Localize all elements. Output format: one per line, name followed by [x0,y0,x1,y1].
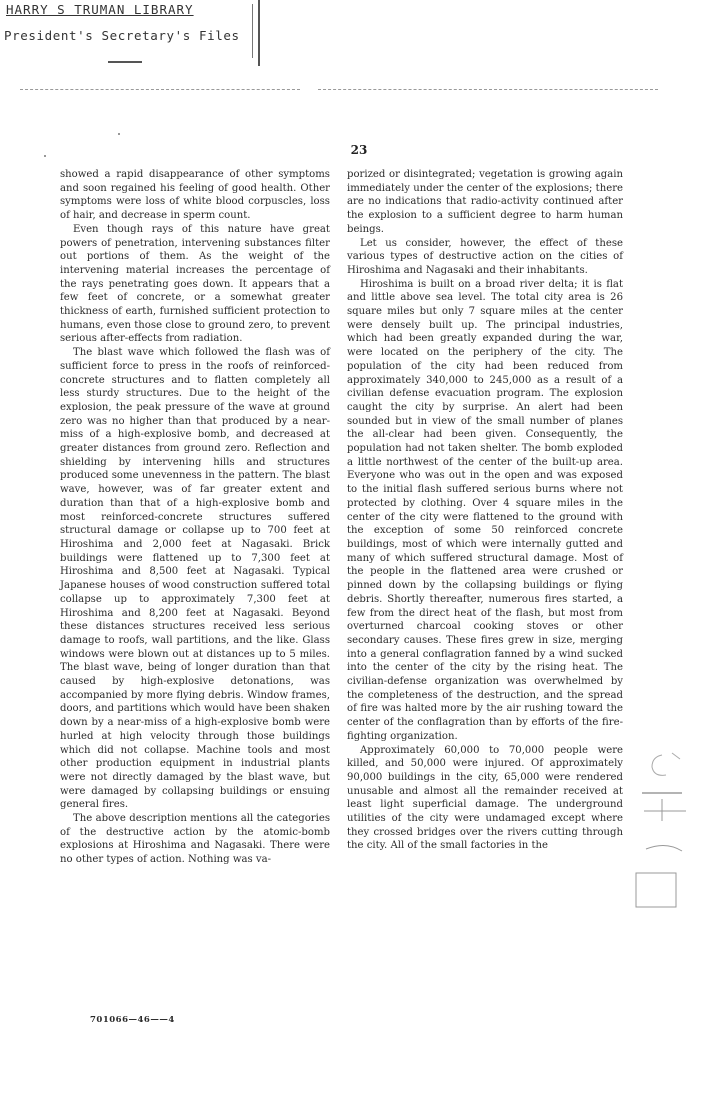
paragraph: porized or disintegrated; vegetation is growing again immediately under the center of the explosions; there are no indications that radio-activity continued after the explosion to a sufficient degree to harm human beings. [347,169,623,235]
scan-speck [118,133,120,135]
right-column [347,168,623,853]
paragraph: showed a rapid disappearance of other symptoms and soon regained his feeling of good health. Other symptoms were loss of white blood corpuscles, loss of hair, and decrease in sperm count. [60,169,330,222]
stamp-files-label: President's Secretary's Files [4,28,240,43]
stamp-border-line [252,4,253,58]
archive-stamp [4,2,258,43]
paragraph: Even though rays of this nature have great powers of penetration, intervening substances filter out portions of them. As the weight of the intervening material increases the percentage of the rays penetrating goes down. It appears that a few feet of concrete, or a somewhat greater thickness of earth, furnished sufficient protection to humans, even those close to ground zero, to prevent serious after-effects from radiation. [60,223,330,345]
scan-rule-left [20,89,300,90]
print-code: 701066—46——4 [90,1015,175,1025]
paragraph: Let us consider, however, the effect of these various types of destructive action on the cities of Hiroshima and Nagasaki and their inhabitants. [347,237,623,276]
paragraph: Approximately 60,000 to 70,000 people were killed, and 50,000 were injured. Of approximately 90,000 buildings in the city, 65,000 were rendered unusable and almost all the remainder received at least light superficial damage. The underground utilities of the city were undamaged except where they crossed bridges over the rivers cutting through the city. All of the small factories in the [347,744,623,852]
scan-rule-right [318,89,658,90]
paragraph: The blast wave which followed the flash was of sufficient force to press in the roofs of reinforced-concrete structures and to flatten completely all less sturdy structures. Due to the height of the explosion, the peak pressure of the wave at ground zero was no higher than that produced by a near-miss of a high-explosive bomb, and decreased at greater distances from ground zero. Reflection and shielding by intervening hills and structures produced some unevenness in the pattern. The blast wave, however, was of far greater extent and duration than that of a high-explosive bomb and most reinforced-concrete structures suffered structural damage or collapse up to 700 feet at Hiroshima and 2,000 feet at Nagasaki. Brick buildings were flattened up to 7,300 feet at Hiroshima and 8,500 feet at Nagasaki. Typical Japanese houses of wood construction suffered total collapse up to approximately 7,300 feet at Hiroshima and 8,200 feet at Nagasaki. Beyond these distances structures received less serious damage to roofs, wall partitions, and the like. Glass windows were blown out at distances up to 5 miles. The blast wave, being of longer duration than that caused by high-explosive detonations, was accompanied by more flying debris. Window frames, doors, and partitions which would have been shaken down by a near-miss of a high-explosive bomb were hurled at high velocity through those buildings which did not collapse. Machine tools and most other production equipment in industrial plants were not directly damaged by the blast wave, but were damaged by collapsing buildings or ensuing general fires. [60,347,330,811]
stamp-library-name: HARRY S TRUMAN LIBRARY [6,2,194,17]
paragraph: Hiroshima is built on a broad river delta; it is flat and little above sea level. The total city area is 26 square miles but only 7 square miles at the center were densely built up. The principal industries, which had been greatly expanded during the war, were located on the periphery of the city. The population of the city had been reduced from approximately 340,000 to 245,000 as a result of a civilian defense evacuation program. The explosion caught the city by surprise. An alert had been sounded but in view of the small number of planes the all-clear had been given. Consequently, the population had not taken shelter. The bomb exploded a little northwest of the center of the built-up area. Everyone who was out in the open and was exposed to the initial flash suffered serious burns where not protected by clothing. Over 4 square miles in the center of the city were flattened to the ground with the exception of some 50 reinforced concrete buildings, most of which were internally gutted and many of which suffered structural damage. Most of the people in the flattened area were crushed or pinned down by the collapsing buildings or flying debris. Shortly thereafter, numerous fires started, a few from the direct heat of the flash, but most from overturned charcoal cooking stoves or other secondary causes. These fires grew in size, merging into a general conflagration fanned by a wind sucked into the center of the city by the rising heat. The civilian-defense organization was overwhelmed by the completeness of the destruction, and the spread of fire was halted more by the air rushing toward the center of the conflagration than by efforts of the fire-fighting organization. [347,278,623,742]
left-column [60,168,330,867]
stamp-underline-mark [108,61,142,63]
stamp-border-line-thick [258,0,260,66]
margin-binding-marks [632,749,690,909]
page-number: 23 [350,143,368,157]
paragraph: The above description mentions all the categories of the destructive action by the atomic-bomb explosions at Hiroshima and Nagasaki. There were no other types of action. Nothing was va- [60,813,330,866]
